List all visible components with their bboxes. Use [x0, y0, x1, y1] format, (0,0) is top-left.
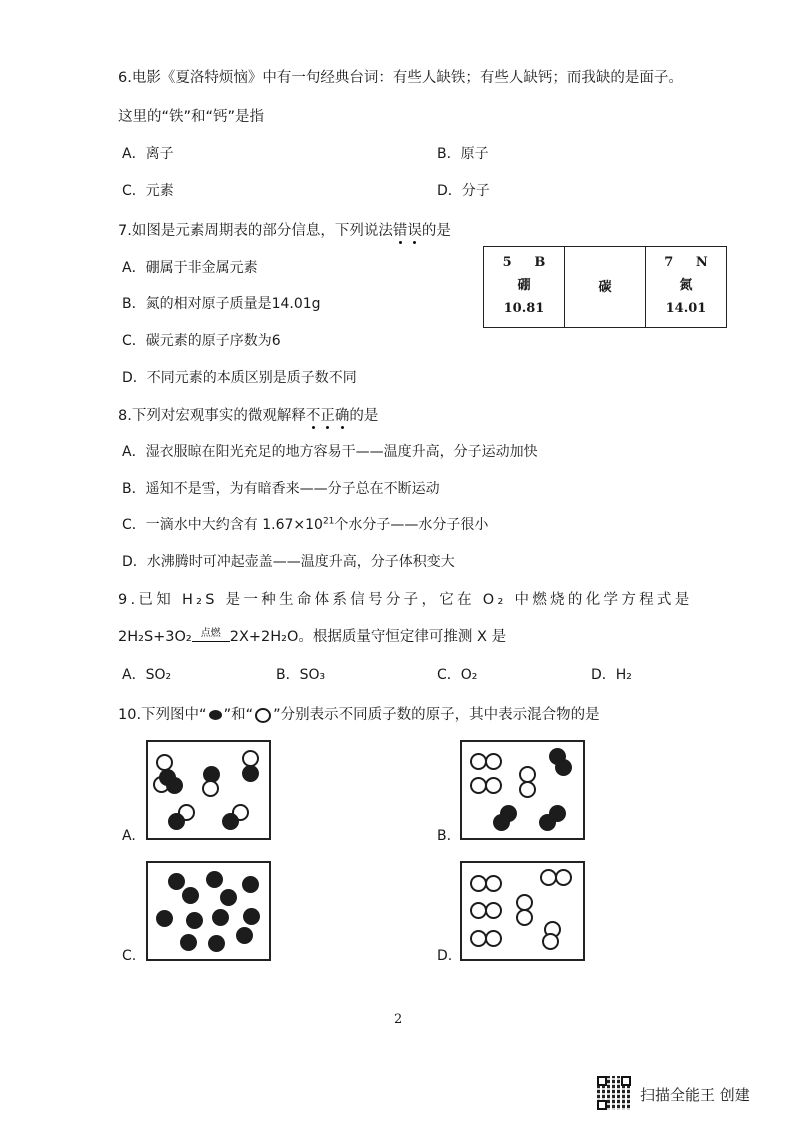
black-atom — [242, 765, 259, 782]
black-atom — [186, 912, 203, 929]
black-atom — [212, 909, 229, 926]
q7-stem — [118, 219, 451, 240]
white-atom — [485, 777, 502, 794]
q8-option-c-exponent: 21 — [322, 516, 335, 527]
q9-option-b: B．SO₃ — [276, 667, 326, 683]
qr-code-icon — [597, 1076, 631, 1110]
black-atom — [236, 927, 253, 944]
boron-number: 5 — [502, 255, 512, 270]
black-atom — [222, 813, 239, 830]
black-atom — [493, 814, 510, 831]
black-atom — [208, 935, 225, 952]
white-atom — [485, 875, 502, 892]
q6-stem-line1: 6.电影《夏洛特烦恼》中有一句经典台词：有些人缺铁；有些人缺钙；而我缺的是面子。 — [118, 70, 683, 86]
q8-option-c-post: 个水分子——水分子很小 — [334, 517, 489, 533]
q10-stem-mid: ”和“ — [223, 707, 254, 723]
q7-option-d: D．不同元素的本质区别是质子数不同 — [122, 370, 357, 386]
black-atom — [168, 813, 185, 830]
black-atom — [242, 876, 259, 893]
diagram-box-a — [146, 740, 271, 840]
boron-name: 硼 — [517, 278, 531, 293]
q10-stem-pre: 10.下列图中“ — [118, 707, 207, 723]
q8-stem-emphasis-2: 正 — [320, 408, 335, 424]
periodic-table-excerpt — [483, 246, 727, 328]
q10-label-a: A. — [122, 828, 136, 844]
q10-label-c: C. — [122, 948, 137, 964]
black-atom — [180, 934, 197, 951]
q8-option-a: A．湿衣服晾在阳光充足的地方容易干——温度升高，分子运动加快 — [122, 444, 538, 460]
black-atom — [555, 759, 572, 776]
q7-stem-pre: 7.如图是元素周期表的部分信息，下列说法 — [118, 223, 393, 239]
nitrogen-name: 氮 — [679, 278, 693, 293]
q6-option-a: A．离子 — [122, 146, 174, 162]
black-atom — [220, 889, 237, 906]
white-atom — [485, 753, 502, 770]
element-cell-boron — [484, 247, 565, 328]
diagram-box-c — [146, 861, 271, 961]
black-atom — [156, 910, 173, 927]
q9-equation-reactants: 2H₂S+3O₂ — [118, 629, 192, 645]
white-atom — [516, 909, 533, 926]
black-atom — [159, 769, 176, 786]
q8-stem-pre: 8.下列对宏观事实的微观解释 — [118, 408, 306, 424]
q9-option-c: C．O₂ — [437, 667, 478, 683]
black-atom-icon — [209, 710, 222, 720]
boron-mass: 10.81 — [503, 301, 545, 316]
q9-stem-line1: 9.已知 H₂S 是一种生命体系信号分子，它在 O₂ 中燃烧的化学方程式是 — [118, 592, 693, 608]
q10-stem-post: ”分别表示不同质子数的原子，其中表示混合物的是 — [273, 707, 600, 723]
white-atom — [542, 933, 559, 950]
white-atom — [485, 930, 502, 947]
q9-equation-products: 2X+2H₂O。根据质量守恒定律可推测 X 是 — [229, 629, 507, 645]
scanner-watermark: 扫描全能王 创建 — [640, 1086, 750, 1104]
diagram-box-b — [460, 740, 585, 840]
black-atom — [168, 873, 185, 890]
q8-stem-emphasis-3: 确 — [334, 408, 350, 424]
q6-stem-line2: 这里的“铁”和“钙”是指 — [118, 109, 265, 125]
q7-option-c: C．碳元素的原子序数为6 — [122, 333, 281, 349]
q8-option-b: B．遥知不是雪，为有暗香来——分子总在不断运动 — [122, 481, 440, 497]
nitrogen-mass: 14.01 — [665, 301, 707, 316]
carbon-name: 碳 — [598, 279, 612, 295]
black-atom — [243, 908, 260, 925]
q6-option-d: D．分子 — [437, 183, 490, 199]
q9-equation — [118, 624, 506, 646]
black-atom — [182, 887, 199, 904]
q7-option-b: B．氮的相对原子质量是14.01g — [122, 296, 321, 312]
q10-label-b: B. — [437, 828, 452, 844]
white-atom — [202, 780, 219, 797]
q8-option-c — [122, 514, 488, 534]
q7-stem-emphasis-2: 误 — [407, 223, 422, 239]
black-atom — [539, 814, 556, 831]
q8-stem — [118, 404, 378, 425]
boron-header — [486, 251, 562, 274]
q10-stem — [118, 703, 600, 724]
q10-label-d: D. — [437, 948, 453, 964]
page-number: 2 — [394, 1012, 403, 1027]
boron-symbol: B — [534, 255, 546, 270]
q6-option-b: B．原子 — [437, 146, 489, 162]
q9-ignite-condition: 点燃 — [192, 624, 230, 639]
element-cell-carbon — [565, 247, 646, 328]
element-cell-nitrogen — [646, 247, 727, 328]
q9-option-d: D．H₂ — [591, 667, 632, 683]
q6-option-c: C．元素 — [122, 183, 174, 199]
nitrogen-number: 7 — [664, 255, 674, 270]
q8-stem-post: 的是 — [349, 408, 379, 424]
q7-stem-post: 的是 — [421, 223, 451, 239]
white-atom-icon — [255, 708, 271, 723]
q9-option-a: A．SO₂ — [122, 667, 172, 683]
nitrogen-header — [648, 251, 724, 274]
white-atom — [519, 781, 536, 798]
q8-option-c-pre: C．一滴水中大约含有 1.67×10 — [122, 517, 323, 533]
q7-stem-emphasis-1: 错 — [392, 223, 408, 239]
white-atom — [555, 869, 572, 886]
white-atom — [485, 902, 502, 919]
q8-option-d: D．水沸腾时可冲起壶盖——温度升高，分子体积变大 — [122, 554, 455, 570]
diagram-box-d — [460, 861, 585, 961]
q7-option-a: A．硼属于非金属元素 — [122, 260, 258, 276]
q8-stem-emphasis-1: 不 — [305, 408, 321, 424]
nitrogen-symbol: N — [695, 255, 708, 270]
black-atom — [206, 871, 223, 888]
